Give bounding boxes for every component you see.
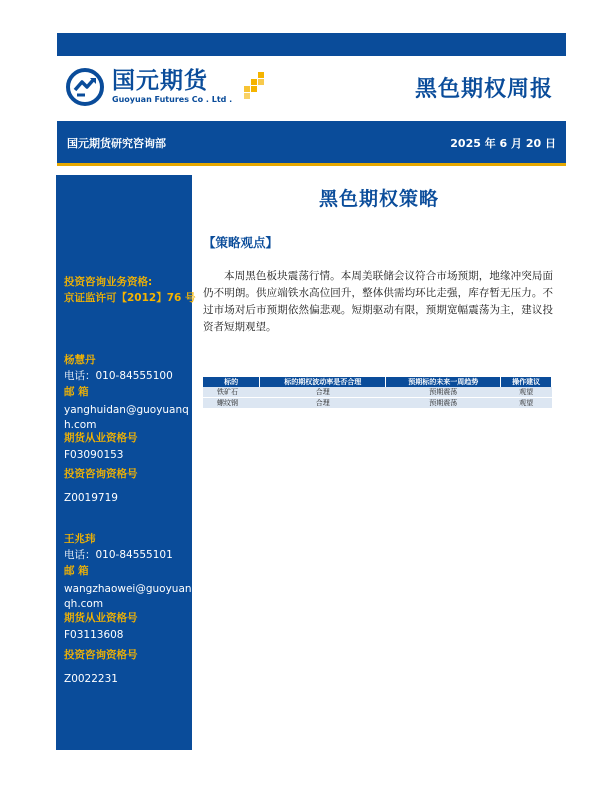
strategy-paragraph: 本周黑色板块震荡行情。本周美联储会议符合市场预期，地缘冲突局面仍不明朗。供应端铁水高位回升，整体供需均环比走强，库存暂无压力。不过市场对后市预期依然偏悲观。短期驱动有限，预期宽幅震荡为主，建议投资者短期观望。 [203,270,553,333]
analyst-email-line2: h.com [64,419,97,431]
company-logo [66,66,286,110]
table-cell: 观望 [501,398,552,409]
strategy-table [203,377,552,409]
table-cell: 螺纹钢 [203,398,260,409]
table-header-cell: 操作建议 [501,377,552,387]
logo-chinese-name: 国元期货 [112,68,208,94]
table-cell: 预期震荡 [386,387,501,398]
section-title: 黑色期权策略 [318,188,439,210]
analyst-invest-label: 投资咨询资格号 [64,468,138,480]
guoyuan-logo-icon [66,68,104,106]
analyst-invest-number: Z0019719 [64,492,118,504]
logo-english-name: Guoyuan Futures Co . Ltd . [112,95,233,104]
analyst-futures-number: F03113608 [64,629,124,641]
department-name: 国元期货研究咨询部 [67,137,166,150]
analyst-email-label: 邮 箱 [64,386,89,398]
analyst-futures-label: 期货从业资格号 [64,432,138,444]
analyst-sidebar [56,175,196,750]
logo-squares-icon [242,70,270,100]
table-cell: 合理 [260,398,386,409]
analyst-email-line1: wangzhaowei@guoyuan [64,583,192,595]
analyst-futures-number: F03090153 [64,449,124,461]
top-banner [57,33,566,56]
info-bar [57,121,566,163]
table-cell: 合理 [260,387,386,398]
analyst-futures-label: 期货从业资格号 [64,612,138,624]
analyst-invest-number: Z0022231 [64,673,118,685]
analyst-email-line2: qh.com [64,598,104,610]
analyst-email-label: 邮 箱 [64,565,89,577]
qualification-value: 京证监许可【2012】76 号 [64,292,196,304]
analyst-phone: 电话：010-84555101 [64,549,173,561]
report-date: 2025 年 6 月 20 日 [450,137,556,150]
table-cell: 观望 [501,387,552,398]
table-row [203,387,552,398]
table-header-cell: 标的 [203,377,260,387]
analyst-phone: 电话：010-84555100 [64,370,173,382]
table-header-row [203,377,552,387]
qualification-label: 投资咨询业务资格: [64,276,153,288]
table-row [203,398,552,409]
analyst-name: 王兆玮 [64,533,96,545]
gold-divider [57,163,566,166]
table-cell: 铁矿石 [203,387,260,398]
analyst-name: 杨慧丹 [64,354,96,366]
table-header-cell: 标的期权波动率是否合理 [260,377,386,387]
table-cell: 预期震荡 [386,398,501,409]
table-header-cell: 预期标的未来一周趋势 [386,377,501,387]
report-title: 黑色期权周报 [414,77,553,102]
analyst-email-line1: yanghuidan@guoyuanq [64,404,189,416]
strategy-heading: 【策略观点】 [203,235,279,250]
analyst-invest-label: 投资咨询资格号 [64,649,138,661]
